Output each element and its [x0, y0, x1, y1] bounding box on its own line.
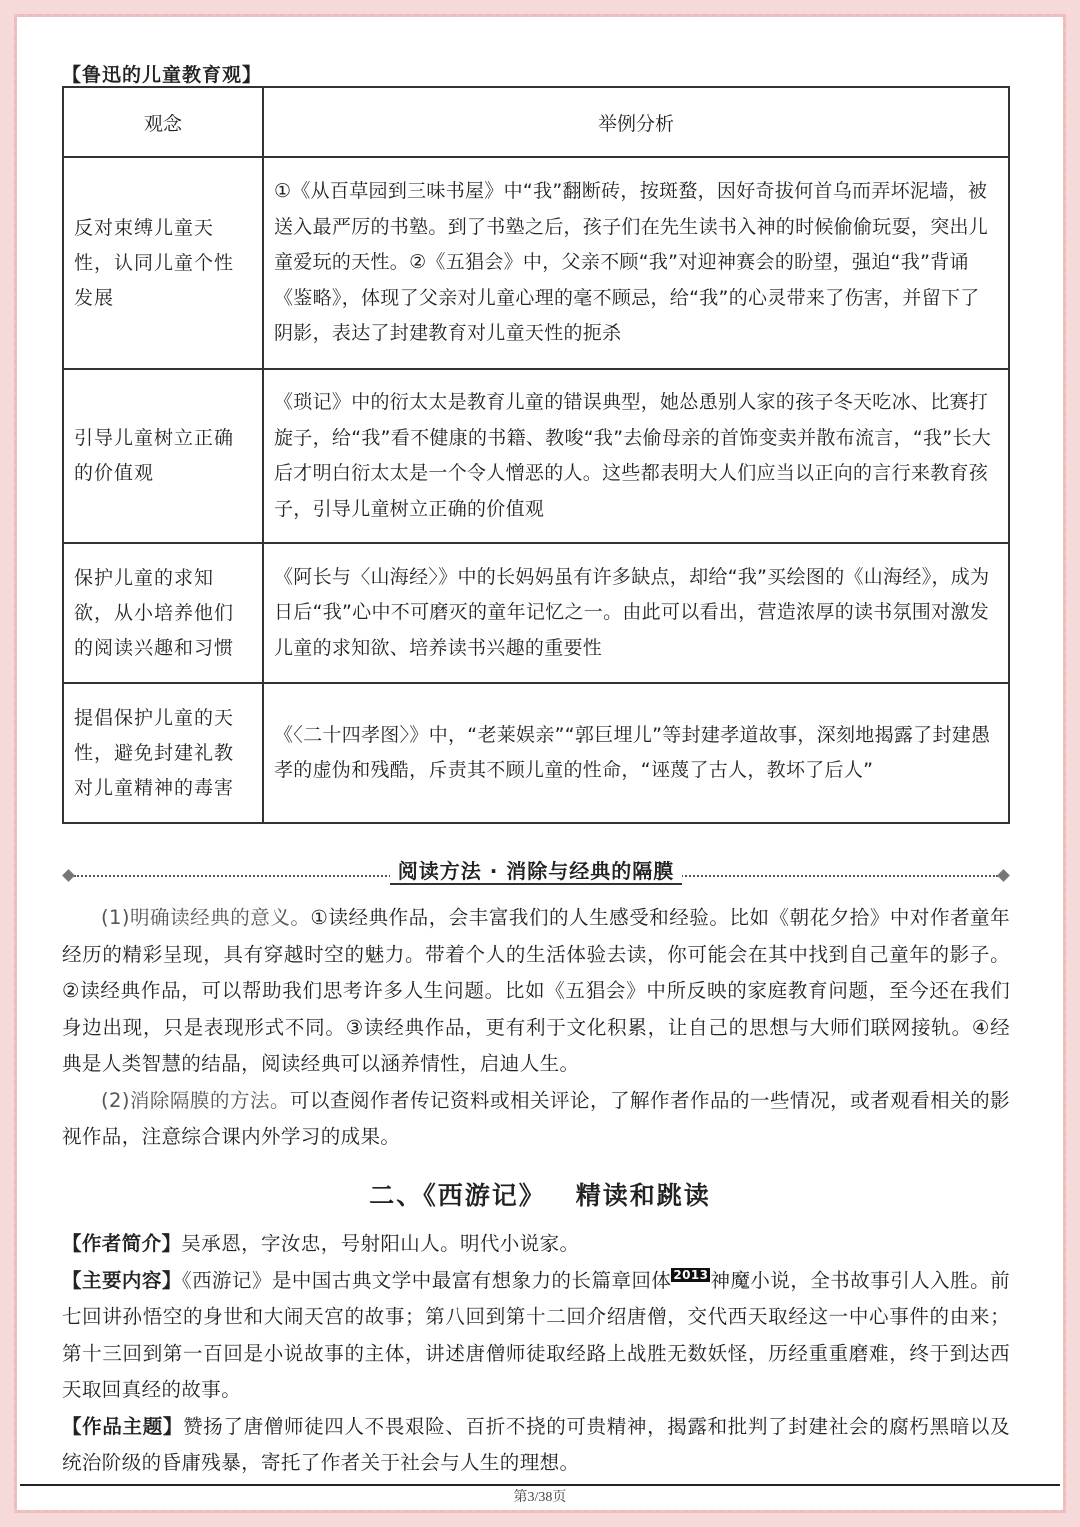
method-paragraph-1 [62, 900, 1010, 1083]
table-row [63, 543, 1009, 683]
education-view-table [62, 86, 1010, 824]
book-info [62, 1226, 1010, 1482]
section-heading-subtitle: 精读和跳读 [575, 1181, 711, 1210]
reading-method-title: 阅读方法 · 消除与经典的隔膜 [390, 859, 683, 885]
method-lead-1: (1)明确读经典的意义。 [101, 906, 311, 929]
concept-cell: 提倡保护儿童的天性，避免封建礼教对儿童精神的毒害 [63, 683, 263, 823]
theme-text: 赞扬了唐僧师徒四人不畏艰险、百折不挠的可贵精神，揭露和批判了封建社会的腐朽黑暗以及统治阶级的昏庸残暴，寄托了作者关于社会与人生的理想。 [62, 1414, 1010, 1474]
method-paragraph-2 [62, 1083, 1010, 1156]
author-tag: 【作者简介】 [62, 1232, 182, 1255]
main-content [62, 1263, 1010, 1409]
method-text-1: ①读经典作品，会丰富我们的人生感受和经验。比如《朝花夕拾》中对作者童年经历的精彩呈现，具有穿越时空的魅力。带着个人的生活体验去读，你可能会在其中找到自己童年的影子。②读经典作品，可以帮助我们思考许多人生问题。比如《五猖会》中所反映的家庭教育问题，至今还在我们身边出现，只是表现形式不同。③读经典作品，更有利于文化积累，让自己的思想与大师们联网接轨。④经典是人类智慧的结晶，阅读经典可以涵养情性，启迪人生。 [62, 906, 1010, 1075]
content-text-b: 神魔小说，全书故事引人入胜。前七回讲孙悟空的身世和大闹天宫的故事；第八回到第十二回介绍唐僧，交代西天取经这一中心事件的由来；第十三回到第一百回是小说故事的主体，讲述唐僧师徒取经路上战胜无数妖怪，历经重重磨难，终于到达西天取回真经的故事。 [62, 1268, 1010, 1401]
year-badge: 2013 [673, 1267, 709, 1282]
example-cell: 《阿长与〈山海经〉》中的长妈妈虽有许多缺点，却给“我”买绘图的《山海经》，成为日后“我”心中不可磨灭的童年记忆之一。由此可以看出，营造浓厚的读书氛围对激发儿童的求知欲、培养读书兴趣的重要性 [263, 543, 1009, 683]
reading-method-body [62, 900, 1010, 1156]
example-cell: 《〈二十四孝图〉》中，“老莱娱亲”“郭巨埋儿”等封建孝道故事，深刻地揭露了封建愚孝的虚伪和残酷，斥责其不顾儿童的性命，“诬蔑了古人，教坏了后人” [263, 683, 1009, 823]
page-number: 第3/38页 [513, 1490, 567, 1505]
section-heading [20, 1176, 1060, 1212]
author-text: 吴承恩，字汝忠，号射阳山人。明代小说家。 [181, 1232, 580, 1255]
table-row [63, 683, 1009, 823]
theme-tag: 【作品主题】 [62, 1414, 184, 1438]
reading-method-divider [62, 858, 1010, 888]
example-cell: ①《从百草园到三味书屋》中“我”翻断砖，按斑蝥，因好奇拔何首乌而弄坏泥墙，被送入最严厉的书塾。到了书塾之后，孩子们在先生读书入神的时候偷偷玩耍，突出儿童爱玩的天性。②《五猖会》中，父亲不顾“我”对迎神赛会的盼望，强迫“我”背诵《鉴略》，体现了父亲对儿童心理的毫不顾忌，给“我”的心灵带来了伤害，并留下了阴影，表达了封建教育对儿童天性的扼杀 [263, 157, 1009, 369]
table-header-example: 举例分析 [263, 87, 1009, 157]
table-row [63, 157, 1009, 369]
concept-cell: 反对束缚儿童天性，认同儿童个性发展 [63, 157, 263, 369]
section-label: 【鲁迅的儿童教育观】 [62, 64, 263, 86]
table-row [63, 369, 1009, 543]
table-header-concept: 观念 [63, 87, 263, 157]
concept-cell: 引导儿童树立正确的价值观 [63, 369, 263, 543]
table-header-row [63, 87, 1009, 157]
work-theme [62, 1409, 1010, 1482]
author-intro [62, 1226, 1010, 1263]
section-heading-title: 二、《西游记》 [369, 1181, 546, 1210]
content-tag: 【主要内容】 [62, 1268, 182, 1292]
content-text-a: 《西游记》是中国古典文学中最富有想象力的长篇章回体 [181, 1268, 672, 1292]
method-lead-2: (2)消除隔膜的方法。 [101, 1088, 290, 1112]
document-page [20, 20, 1060, 1507]
method-text-2: 可以查阅作者传记资料或相关评论，了解作者作品的一些情况，或者观看相关的影视作品，注意综合课内外学习的成果。 [62, 1088, 1010, 1148]
example-cell: 《琐记》中的衍太太是教育儿童的错误典型，她怂恿别人家的孩子冬天吃冰、比赛打旋子，给“我”看不健康的书籍、教唆“我”去偷母亲的首饰变卖并散布流言，“我”长大后才明白衍太太是一个令人憎恶的人。这些都表明大人们应当以正向的言行来教育孩子，引导儿童树立正确的价值观 [263, 369, 1009, 543]
concept-cell: 保护儿童的求知欲，从小培养他们的阅读兴趣和习惯 [63, 543, 263, 683]
